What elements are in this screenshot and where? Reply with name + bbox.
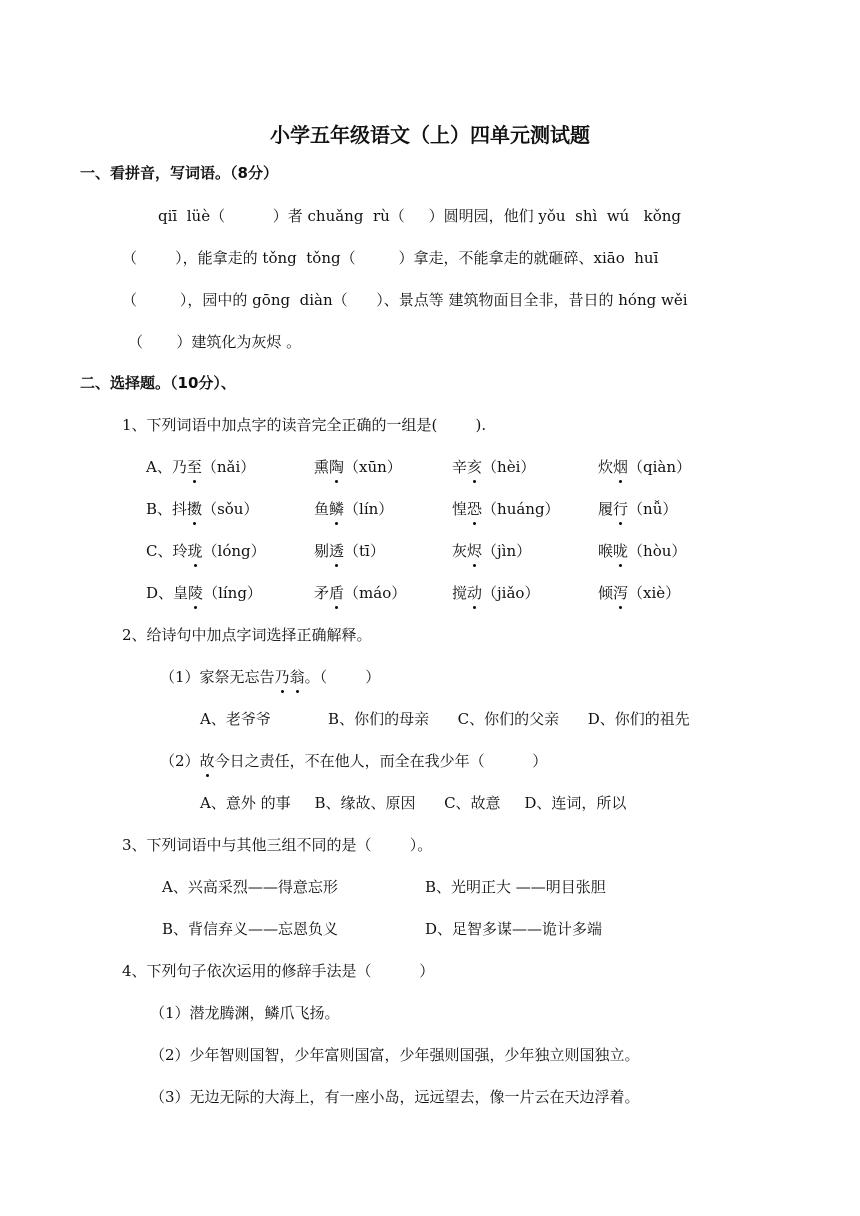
q4-sentence-2: （2）少年智则国智，少年富则国富，少年强则国强，少年独立则国独立。 (150, 1046, 640, 1064)
q1-option-char: 喉 (598, 542, 614, 560)
q1-option-pinyin: （xūn） (344, 458, 402, 476)
q1-option-char: 熏 (314, 458, 330, 476)
q1-option-prefix: B、 (146, 500, 173, 518)
q3-option-b: B、光明正大 ——明目张胆 (425, 878, 606, 896)
section1-heading: 一、看拼音，写词语。（8分） (80, 164, 278, 182)
q1-option-dotted-char: 盾 (329, 584, 345, 602)
q1-option-0-0 (146, 457, 255, 477)
q1-option-pinyin: （xiè） (628, 584, 681, 602)
q1-option-pinyin: （qiàn） (628, 458, 692, 476)
q1-option-pinyin: （lóng） (202, 542, 266, 560)
q2-sub2-post: 今日之责任，不在他人，而全在我少年（ ） (214, 752, 548, 770)
q1-option-dotted-char: 鳞 (329, 500, 345, 518)
q1-option-2-0 (146, 541, 266, 561)
q1-option-char: 剔 (314, 542, 330, 560)
q1-stem: 1、下列词语中加点字的读音完全正确的一组是( ). (122, 416, 487, 434)
q3-option-d: D、足智多谋——诡计多端 (425, 920, 603, 938)
page-title: 小学五年级语文（上）四单元测试题 (270, 123, 590, 147)
q1-option-dotted-char: 泻 (613, 584, 629, 602)
q1-option-char: 乃 (171, 458, 187, 476)
q1-option-dotted-char: 烬 (467, 542, 483, 560)
q1-option-3-3 (598, 583, 680, 603)
q1-option-char: 玲 (172, 542, 188, 560)
q1-option-dotted-char: 至 (186, 458, 202, 476)
q2-sub2-options: A、意外 的事 B、缘故、原因 C、故意 D、连词，所以 (200, 794, 627, 812)
q1-option-char: 辛 (452, 458, 468, 476)
q1-option-pinyin: （lín） (344, 500, 394, 518)
q1-option-dotted-char: 陶 (329, 458, 345, 476)
q1-option-pinyin: （huáng） (482, 500, 560, 518)
q1-option-2-1 (314, 541, 385, 561)
q1-option-pinyin: （líng） (203, 584, 262, 602)
q1-option-dotted-char: 亥 (467, 458, 483, 476)
q1-option-3-2 (452, 583, 539, 603)
q2-sub2 (160, 751, 547, 771)
q2-sub1 (160, 667, 380, 687)
q1-option-char: 矛 (314, 584, 330, 602)
q1-option-pinyin: （nǚ） (628, 500, 678, 518)
q2-sub1-post: 。（ ） (304, 668, 381, 686)
q1-option-char: 履 (598, 500, 614, 518)
q1-option-char: 炊 (598, 458, 614, 476)
pinyin-line-2: （ ），能拿走的 tǒng tǒng（ ）拿走，不能拿走的就砸碎、xiāo huī (122, 249, 659, 267)
q1-option-char: 灰 (452, 542, 468, 560)
q2-sub2-pre: （2） (160, 752, 200, 770)
pinyin-line-1: qiī lüè（ ）者 chuǎng rù（ ）圆明园，他们 yǒu shì wú kǒng (158, 207, 682, 225)
q1-option-dotted-char: 珑 (187, 542, 203, 560)
q1-option-pinyin: （máo） (344, 584, 407, 602)
q1-option-char: 惶 (452, 500, 468, 518)
q1-option-dotted-char: 透 (329, 542, 345, 560)
q1-option-1-3 (598, 499, 677, 519)
q2-sub1-dotted: 乃翁 (274, 668, 305, 686)
q1-option-0-2 (452, 457, 535, 477)
q1-option-0-1 (314, 457, 402, 477)
q1-option-char: 鱼 (314, 500, 330, 518)
q1-option-pinyin: （hòu） (628, 542, 687, 560)
q1-option-prefix: C、 (146, 542, 173, 560)
q1-option-char: 搅 (452, 584, 468, 602)
q1-option-dotted-char: 擞 (187, 500, 203, 518)
q1-option-3-0 (146, 583, 262, 603)
pinyin-line-3: （ ），园中的 gōng diàn（ ）、景点等 建筑物面目全非，昔日的 hóng wěi (122, 291, 688, 309)
q2-sub1-options: A、老爷爷 B、你们的母亲 C、你们的父亲 D、你们的祖先 (200, 710, 690, 728)
q1-option-0-3 (598, 457, 691, 477)
q1-option-dotted-char: 陵 (188, 584, 204, 602)
q2-stem: 2、给诗句中加点字词选择正确解释。 (122, 626, 372, 644)
q2-sub1-pre: （1）家祭无忘告 (160, 668, 275, 686)
q1-option-char: 倾 (598, 584, 614, 602)
q1-option-1-1 (314, 499, 393, 519)
q2-sub2-dotted: 故 (199, 752, 215, 770)
q1-option-dotted-char: 行 (613, 500, 629, 518)
pinyin-line-4: （ ）建筑化为灰烬 。 (128, 333, 302, 351)
q1-option-pinyin: （tī） (344, 542, 385, 560)
q1-option-dotted-char: 烟 (613, 458, 629, 476)
q4-sentence-3: （3）无边无际的大海上，有一座小岛，远远望去，像一片云在天边浮着。 (150, 1088, 640, 1106)
q1-option-3-1 (314, 583, 406, 603)
q1-option-prefix: A、 (146, 458, 172, 476)
q1-option-dotted-char: 动 (467, 584, 483, 602)
q1-option-pinyin: （jìn） (482, 542, 532, 560)
q1-option-1-0 (146, 499, 258, 519)
q1-option-char: 皇 (173, 584, 189, 602)
q3-stem: 3、下列词语中与其他三组不同的是（ ）。 (122, 836, 433, 854)
section2-heading: 二、选择题。（10分）、 (80, 374, 236, 392)
q1-option-pinyin: （sǒu） (202, 500, 259, 518)
q4-sentence-1: （1）潜龙腾渊，鳞爪飞扬。 (150, 1004, 340, 1022)
q3-option-a: A、兴高采烈——得意忘形 (162, 878, 338, 896)
q1-option-char: 抖 (172, 500, 188, 518)
q1-option-2-3 (598, 541, 686, 561)
q1-option-1-2 (452, 499, 560, 519)
q1-option-dotted-char: 恐 (467, 500, 483, 518)
q1-option-pinyin: （jiǎo） (482, 584, 540, 602)
q1-option-dotted-char: 咙 (613, 542, 629, 560)
q1-option-prefix: D、 (146, 584, 174, 602)
q1-option-2-2 (452, 541, 531, 561)
q1-option-pinyin: （nǎi） (201, 458, 256, 476)
q1-option-pinyin: （hèi） (482, 458, 536, 476)
q3-option-c: B、背信弃义——忘恩负义 (162, 920, 339, 938)
q4-stem: 4、下列句子依次运用的修辞手法是（ ） (122, 962, 435, 980)
